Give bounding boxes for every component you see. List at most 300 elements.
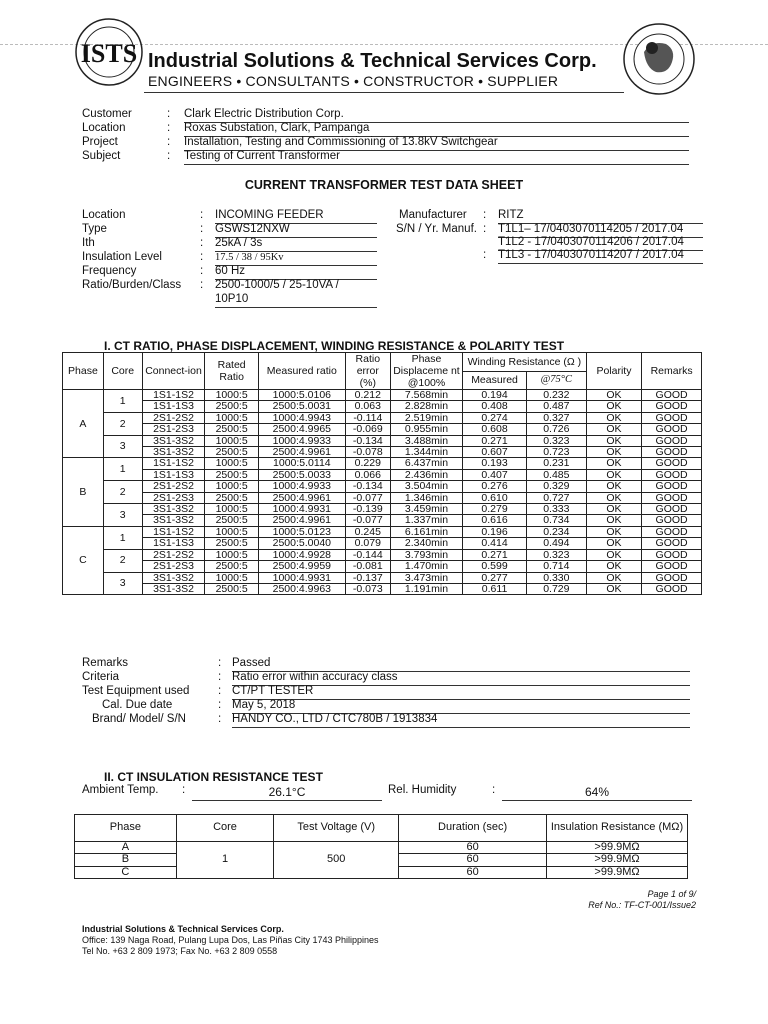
customer-label: Customer (82, 108, 132, 120)
remarks-cell: GOOD (642, 583, 702, 594)
core-cell: 2 (103, 481, 142, 504)
ratio-error-cell: -0.069 (345, 424, 390, 435)
table-row (63, 561, 702, 572)
polarity-cell: OK (586, 435, 642, 446)
winding-resistance-measured-cell: 0.611 (463, 583, 527, 594)
measured-ratio-cell: 1000:5.0123 (258, 526, 345, 537)
measured-ratio-cell: 2500:4.9959 (258, 561, 345, 572)
measured-ratio-cell: 2500:4.9961 (258, 492, 345, 503)
rated-ratio-cell: 2500:5 (205, 538, 258, 549)
phase-displacement-cell: 6.161min (390, 526, 462, 537)
measured-ratio-cell: 2500:4.9965 (258, 424, 345, 435)
colon: : (167, 150, 171, 162)
winding-resistance-75c-cell: 0.485 (526, 469, 586, 480)
header-rule (144, 92, 624, 93)
table-row (63, 447, 702, 458)
phase-displacement-cell: 1.344min (390, 447, 462, 458)
ir-core-cell: 1 (176, 842, 274, 879)
winding-resistance-75c-cell: 0.323 (526, 549, 586, 560)
polarity-cell: OK (586, 469, 642, 480)
phase-displacement-cell: 6.437min (390, 458, 462, 469)
remarks-cell: GOOD (642, 469, 702, 480)
core-cell: 3 (103, 435, 142, 458)
colon: : (483, 209, 487, 221)
ct-location-label: Location (82, 209, 126, 221)
ratio-error-cell: -0.137 (345, 572, 390, 583)
winding-resistance-measured-cell: 0.271 (463, 549, 527, 560)
company-tagline: ENGINEERS • CONSULTANTS • CONSTRUCTOR • SUPPLIER (148, 73, 559, 89)
table-row (63, 481, 702, 492)
ct-type-label: Type (82, 223, 107, 235)
polarity-cell: OK (586, 412, 642, 423)
polarity-cell: OK (586, 549, 642, 560)
ir-duration-cell: 60 (399, 866, 547, 878)
remarks-cell: GOOD (642, 435, 702, 446)
phase-displacement-cell: 3.504min (390, 481, 462, 492)
remarks-cell: GOOD (642, 481, 702, 492)
phase-displacement-cell: 3.473min (390, 572, 462, 583)
ct-ratio-value: 2500-1000/5 / 25-10VA / (215, 279, 339, 291)
project-info (82, 108, 702, 164)
footer-office: Office: 139 Naga Road, Pulang Lupa Dos, Las Piñas City 1743 Philippines (82, 935, 379, 945)
rated-ratio-cell: 2500:5 (205, 469, 258, 480)
measured-ratio-cell: 2500:5.0033 (258, 469, 345, 480)
remarks-cell: GOOD (642, 424, 702, 435)
manufacturer-value: RITZ (498, 209, 703, 224)
ratio-error-cell: -0.077 (345, 492, 390, 503)
winding-resistance-measured-cell: 0.277 (463, 572, 527, 583)
phase-displacement-cell: 3.459min (390, 504, 462, 515)
ir-phase-cell: B (75, 854, 177, 866)
ir-voltage-cell: 500 (274, 842, 399, 879)
ir-resistance-cell: >99.9MΩ (547, 842, 688, 854)
col-polarity: Polarity (586, 353, 642, 390)
winding-resistance-measured-cell: 0.279 (463, 504, 527, 515)
measured-ratio-cell: 1000:4.9928 (258, 549, 345, 560)
phase-displacement-cell: 2.436min (390, 469, 462, 480)
phase-displacement-cell: 7.568min (390, 390, 462, 401)
phase-displacement-cell: 2.828min (390, 401, 462, 412)
rated-ratio-cell: 2500:5 (205, 561, 258, 572)
manufacturer-label: Manufacturer (399, 209, 467, 221)
winding-resistance-measured-cell: 0.607 (463, 447, 527, 458)
ratio-error-cell: 0.212 (345, 390, 390, 401)
winding-resistance-75c-cell: 0.330 (526, 572, 586, 583)
serial-label: S/N / Yr. Manuf. (396, 223, 477, 235)
measured-ratio-cell: 1000:4.9933 (258, 481, 345, 492)
connection-cell: 3S1-3S2 (142, 504, 205, 515)
phase-displacement-cell: 1.470min (390, 561, 462, 572)
phase-displacement-cell: 3.488min (390, 435, 462, 446)
col-remarks: Remarks (642, 353, 702, 390)
connection-cell: 1S1-1S2 (142, 526, 205, 537)
table-row (63, 492, 702, 503)
ambient-label: Ambient Temp. (82, 784, 159, 796)
table-row (63, 538, 702, 549)
serial-value-3: T1L3 - 17/0403070114207 / 2017.04 (498, 249, 703, 264)
brand-value: HANDY CO., LTD / CTC780B / 1913834 (232, 713, 690, 728)
col-winding-resistance: Winding Resistance (Ω ) (463, 353, 587, 372)
table-row (63, 435, 702, 446)
ratio-error-cell: -0.081 (345, 561, 390, 572)
polarity-cell: OK (586, 583, 642, 594)
ratio-error-cell: -0.114 (345, 412, 390, 423)
winding-resistance-measured-cell: 0.194 (463, 390, 527, 401)
remarks-block (82, 657, 694, 729)
ratio-error-cell: 0.063 (345, 401, 390, 412)
colon: : (218, 699, 222, 711)
winding-resistance-75c-cell: 0.727 (526, 492, 586, 503)
ir-phase-cell: A (75, 842, 177, 854)
colon: : (483, 223, 487, 235)
colon: : (218, 657, 222, 669)
core-cell: 1 (103, 390, 142, 413)
equipment-value: CT/PT TESTER (232, 685, 690, 700)
ct-location-value: INCOMING FEEDER (215, 209, 377, 224)
ratio-error-cell: -0.134 (345, 481, 390, 492)
winding-resistance-75c-cell: 0.723 (526, 447, 586, 458)
rated-ratio-cell: 1000:5 (205, 526, 258, 537)
remarks-cell: GOOD (642, 447, 702, 458)
ct-ratio-value-2: 10P10 (215, 293, 377, 308)
winding-resistance-measured-cell: 0.407 (463, 469, 527, 480)
measured-ratio-cell: 2500:4.9961 (258, 447, 345, 458)
winding-resistance-measured-cell: 0.271 (463, 435, 527, 446)
remarks-cell: GOOD (642, 412, 702, 423)
polarity-cell: OK (586, 538, 642, 549)
humidity-value: 64% (502, 786, 692, 801)
cal-due-value: May 5, 2018 (232, 699, 690, 714)
connection-cell: 3S1-3S2 (142, 572, 205, 583)
remarks-cell: GOOD (642, 526, 702, 537)
page-number: Page 1 of 9/ (647, 889, 696, 899)
project-value: Installation, Testing and Commissioning of 13.8kV Switchgear (184, 136, 689, 151)
logo-text: ISTS (80, 39, 138, 68)
polarity-cell: OK (586, 458, 642, 469)
remarks-cell: GOOD (642, 572, 702, 583)
connection-cell: 1S1-1S3 (142, 401, 205, 412)
measured-ratio-cell: 2500:5.0031 (258, 401, 345, 412)
rated-ratio-cell: 1000:5 (205, 435, 258, 446)
winding-resistance-75c-cell: 0.232 (526, 390, 586, 401)
connection-cell: 2S1-2S2 (142, 412, 205, 423)
reference-number: Ref No.: TF-CT-001/Issue2 (588, 900, 696, 910)
winding-resistance-75c-cell: 0.487 (526, 401, 586, 412)
winding-resistance-measured-cell: 0.408 (463, 401, 527, 412)
polarity-cell: OK (586, 401, 642, 412)
winding-resistance-75c-cell: 0.234 (526, 526, 586, 537)
humidity-label: Rel. Humidity (388, 784, 457, 796)
measured-ratio-cell: 1000:4.9931 (258, 572, 345, 583)
table-row (63, 412, 702, 423)
ir-duration-cell: 60 (399, 854, 547, 866)
table-row (63, 583, 702, 594)
polarity-cell: OK (586, 515, 642, 526)
colon: : (167, 122, 171, 134)
table-row (63, 549, 702, 560)
phase-cell: A (63, 390, 104, 458)
remarks-value: Passed (232, 657, 690, 672)
sheet-title: CURRENT TRANSFORMER TEST DATA SHEET (244, 178, 524, 192)
criteria-value: Ratio error within accuracy class (232, 671, 690, 686)
footer-tel: Tel No. +63 2 809 1973; Fax No. +63 2 809 0558 (82, 946, 278, 956)
winding-resistance-75c-cell: 0.726 (526, 424, 586, 435)
project-label: Project (82, 136, 118, 148)
colon: : (200, 265, 204, 277)
connection-cell: 2S1-2S2 (142, 481, 205, 492)
serial-value-2: T1L2 - 17/0403070114206 / 2017.04 (498, 236, 703, 251)
phase-displacement-cell: 1.191min (390, 583, 462, 594)
connection-cell: 2S1-2S3 (142, 424, 205, 435)
phase-cell: B (63, 458, 104, 526)
ratio-error-cell: -0.077 (345, 515, 390, 526)
criteria-label: Criteria (82, 671, 120, 683)
colon: : (182, 784, 186, 796)
remarks-label: Remarks (82, 657, 129, 669)
polarity-cell: OK (586, 526, 642, 537)
ir-col-core: Core (176, 815, 274, 842)
rated-ratio-cell: 2500:5 (205, 492, 258, 503)
winding-resistance-measured-cell: 0.274 (463, 412, 527, 423)
rated-ratio-cell: 2500:5 (205, 583, 258, 594)
connection-cell: 2S1-2S2 (142, 549, 205, 560)
connection-cell: 2S1-2S3 (142, 561, 205, 572)
ct-ratio-table (62, 352, 702, 595)
location-label: Location (82, 122, 126, 134)
rated-ratio-cell: 1000:5 (205, 572, 258, 583)
remarks-cell: GOOD (642, 401, 702, 412)
table-row (75, 842, 688, 854)
ratio-error-cell: -0.078 (345, 447, 390, 458)
remarks-cell: GOOD (642, 538, 702, 549)
polarity-cell: OK (586, 481, 642, 492)
remarks-cell: GOOD (642, 515, 702, 526)
ct-type-value: GSWS12NXW (215, 223, 377, 238)
colon: : (167, 108, 171, 120)
company-logo (74, 12, 144, 92)
subject-label: Subject (82, 150, 121, 162)
rated-ratio-cell: 1000:5 (205, 412, 258, 423)
core-cell: 3 (103, 504, 142, 527)
brand-label: Brand/ Model/ S/N (92, 713, 186, 725)
section-1-title: I. CT RATIO, PHASE DISPLACEMENT, WINDING RESISTANCE & POLARITY TEST (104, 339, 565, 353)
table-row (63, 572, 702, 583)
ct-ith-value: 25kA / 3s (215, 237, 377, 252)
measured-ratio-cell: 1000:4.9931 (258, 504, 345, 515)
phase-displacement-cell: 2.340min (390, 538, 462, 549)
table-row (63, 390, 702, 401)
col-measured-ratio: Measured ratio (258, 353, 345, 390)
winding-resistance-measured-cell: 0.599 (463, 561, 527, 572)
ambient-value: 26.1°C (192, 786, 382, 801)
winding-resistance-75c-cell: 0.329 (526, 481, 586, 492)
footer-company: Industrial Solutions & Technical Services Corp. (82, 924, 284, 934)
ct-frequency-value: 60 Hz (215, 265, 377, 280)
ratio-error-cell: 0.079 (345, 538, 390, 549)
ct-frequency-label: Frequency (82, 265, 137, 277)
polarity-cell: OK (586, 561, 642, 572)
colon: : (200, 223, 204, 235)
polarity-cell: OK (586, 572, 642, 583)
rated-ratio-cell: 1000:5 (205, 504, 258, 515)
ir-resistance-cell: >99.9MΩ (547, 854, 688, 866)
section-2-title: II. CT INSULATION RESISTANCE TEST (104, 770, 323, 784)
winding-resistance-measured-cell: 0.608 (463, 424, 527, 435)
ratio-error-cell: -0.139 (345, 504, 390, 515)
table-row (63, 504, 702, 515)
winding-resistance-75c-cell: 0.494 (526, 538, 586, 549)
colon: : (200, 251, 204, 263)
measured-ratio-cell: 1000:5.0106 (258, 390, 345, 401)
col-wr-75c: @75°C (526, 371, 586, 390)
winding-resistance-measured-cell: 0.414 (463, 538, 527, 549)
rated-ratio-cell: 1000:5 (205, 549, 258, 560)
ratio-error-cell: 0.066 (345, 469, 390, 480)
colon: : (218, 685, 222, 697)
core-cell: 3 (103, 572, 142, 595)
measured-ratio-cell: 2500:4.9961 (258, 515, 345, 526)
colon: : (200, 237, 204, 249)
phase-displacement-cell: 2.519min (390, 412, 462, 423)
col-rated-ratio: Rated Ratio (205, 353, 258, 390)
connection-cell: 3S1-3S2 (142, 583, 205, 594)
equipment-label: Test Equipment used (82, 685, 190, 697)
connection-cell: 1S1-1S2 (142, 390, 205, 401)
ir-col-phase: Phase (75, 815, 177, 842)
col-wr-measured: Measured (463, 371, 527, 390)
winding-resistance-75c-cell: 0.231 (526, 458, 586, 469)
ir-col-resistance: Insulation Resistance (MΩ) (547, 815, 688, 842)
rated-ratio-cell: 2500:5 (205, 424, 258, 435)
winding-resistance-measured-cell: 0.193 (463, 458, 527, 469)
winding-resistance-75c-cell: 0.729 (526, 583, 586, 594)
measured-ratio-cell: 1000:5.0114 (258, 458, 345, 469)
company-name: Industrial Solutions & Technical Services Corp. (148, 50, 597, 72)
phase-cell: C (63, 526, 104, 594)
col-connection: Connect-ion (142, 353, 205, 390)
rated-ratio-cell: 1000:5 (205, 458, 258, 469)
connection-cell: 1S1-1S2 (142, 458, 205, 469)
colon: : (200, 209, 204, 221)
remarks-cell: GOOD (642, 504, 702, 515)
colon: : (483, 249, 487, 261)
ct-info-left (82, 209, 402, 319)
polarity-cell: OK (586, 447, 642, 458)
customer-value: Clark Electric Distribution Corp. (184, 108, 689, 123)
connection-cell: 3S1-3S2 (142, 515, 205, 526)
ir-duration-cell: 60 (399, 842, 547, 854)
colon: : (200, 279, 204, 291)
ratio-error-cell: 0.245 (345, 526, 390, 537)
remarks-cell: GOOD (642, 390, 702, 401)
polarity-cell: OK (586, 492, 642, 503)
core-cell: 2 (103, 412, 142, 435)
core-cell: 1 (103, 526, 142, 549)
winding-resistance-measured-cell: 0.610 (463, 492, 527, 503)
ct-ith-label: Ith (82, 237, 95, 249)
col-phase: Phase (63, 353, 104, 390)
table-row (63, 401, 702, 412)
ambient-row (82, 784, 694, 800)
winding-resistance-measured-cell: 0.196 (463, 526, 527, 537)
phase-displacement-cell: 0.955min (390, 424, 462, 435)
connection-cell: 1S1-1S3 (142, 469, 205, 480)
measured-ratio-cell: 2500:5.0040 (258, 538, 345, 549)
ct-ratio-label: Ratio/Burden/Class (82, 279, 182, 291)
remarks-cell: GOOD (642, 561, 702, 572)
colon: : (167, 136, 171, 148)
ct-insulation-label: Insulation Level (82, 251, 162, 263)
colon: : (492, 784, 496, 796)
location-value: Roxas Substation, Clark, Pampanga (184, 122, 689, 137)
ct-info-right (396, 209, 708, 265)
rated-ratio-cell: 1000:5 (205, 481, 258, 492)
table-row (63, 515, 702, 526)
ir-col-duration: Duration (sec) (399, 815, 547, 842)
winding-resistance-measured-cell: 0.276 (463, 481, 527, 492)
rated-ratio-cell: 1000:5 (205, 390, 258, 401)
association-seal (622, 22, 696, 96)
remarks-cell: GOOD (642, 492, 702, 503)
table-row (63, 526, 702, 537)
col-core: Core (103, 353, 142, 390)
phase-displacement-cell: 1.346min (390, 492, 462, 503)
cal-due-label: Cal. Due date (102, 699, 173, 711)
colon: : (218, 713, 222, 725)
ratio-error-cell: -0.144 (345, 549, 390, 560)
connection-cell: 3S1-3S2 (142, 435, 205, 446)
phase-displacement-cell: 1.337min (390, 515, 462, 526)
remarks-cell: GOOD (642, 458, 702, 469)
table-row (63, 469, 702, 480)
col-phase-displacement: Phase Displaceme nt @100% (390, 353, 462, 390)
insulation-table (74, 814, 688, 879)
winding-resistance-75c-cell: 0.714 (526, 561, 586, 572)
ct-insulation-value: 17.5 / 38 / 95Kv (215, 251, 377, 266)
colon: : (218, 671, 222, 683)
ratio-error-cell: 0.229 (345, 458, 390, 469)
polarity-cell: OK (586, 424, 642, 435)
connection-cell: 2S1-2S3 (142, 492, 205, 503)
phase-displacement-cell: 3.793min (390, 549, 462, 560)
rated-ratio-cell: 2500:5 (205, 401, 258, 412)
ir-resistance-cell: >99.9MΩ (547, 866, 688, 878)
winding-resistance-75c-cell: 0.333 (526, 504, 586, 515)
winding-resistance-measured-cell: 0.616 (463, 515, 527, 526)
table-row (63, 458, 702, 469)
table-row (63, 424, 702, 435)
core-cell: 1 (103, 458, 142, 481)
ir-phase-cell: C (75, 866, 177, 878)
subject-value: Testing of Current Transformer (184, 150, 689, 165)
ratio-error-cell: -0.073 (345, 583, 390, 594)
measured-ratio-cell: 2500:4.9963 (258, 583, 345, 594)
winding-resistance-75c-cell: 0.323 (526, 435, 586, 446)
rated-ratio-cell: 2500:5 (205, 447, 258, 458)
col-ratio-error: Ratio error (%) (345, 353, 390, 390)
winding-resistance-75c-cell: 0.734 (526, 515, 586, 526)
core-cell: 2 (103, 549, 142, 572)
polarity-cell: OK (586, 504, 642, 515)
connection-cell: 1S1-1S3 (142, 538, 205, 549)
serial-value-1: T1L1– 17/0403070114205 / 2017.04 (498, 223, 703, 238)
ratio-error-cell: -0.134 (345, 435, 390, 446)
measured-ratio-cell: 1000:4.9943 (258, 412, 345, 423)
measured-ratio-cell: 1000:4.9933 (258, 435, 345, 446)
remarks-cell: GOOD (642, 549, 702, 560)
polarity-cell: OK (586, 390, 642, 401)
winding-resistance-75c-cell: 0.327 (526, 412, 586, 423)
